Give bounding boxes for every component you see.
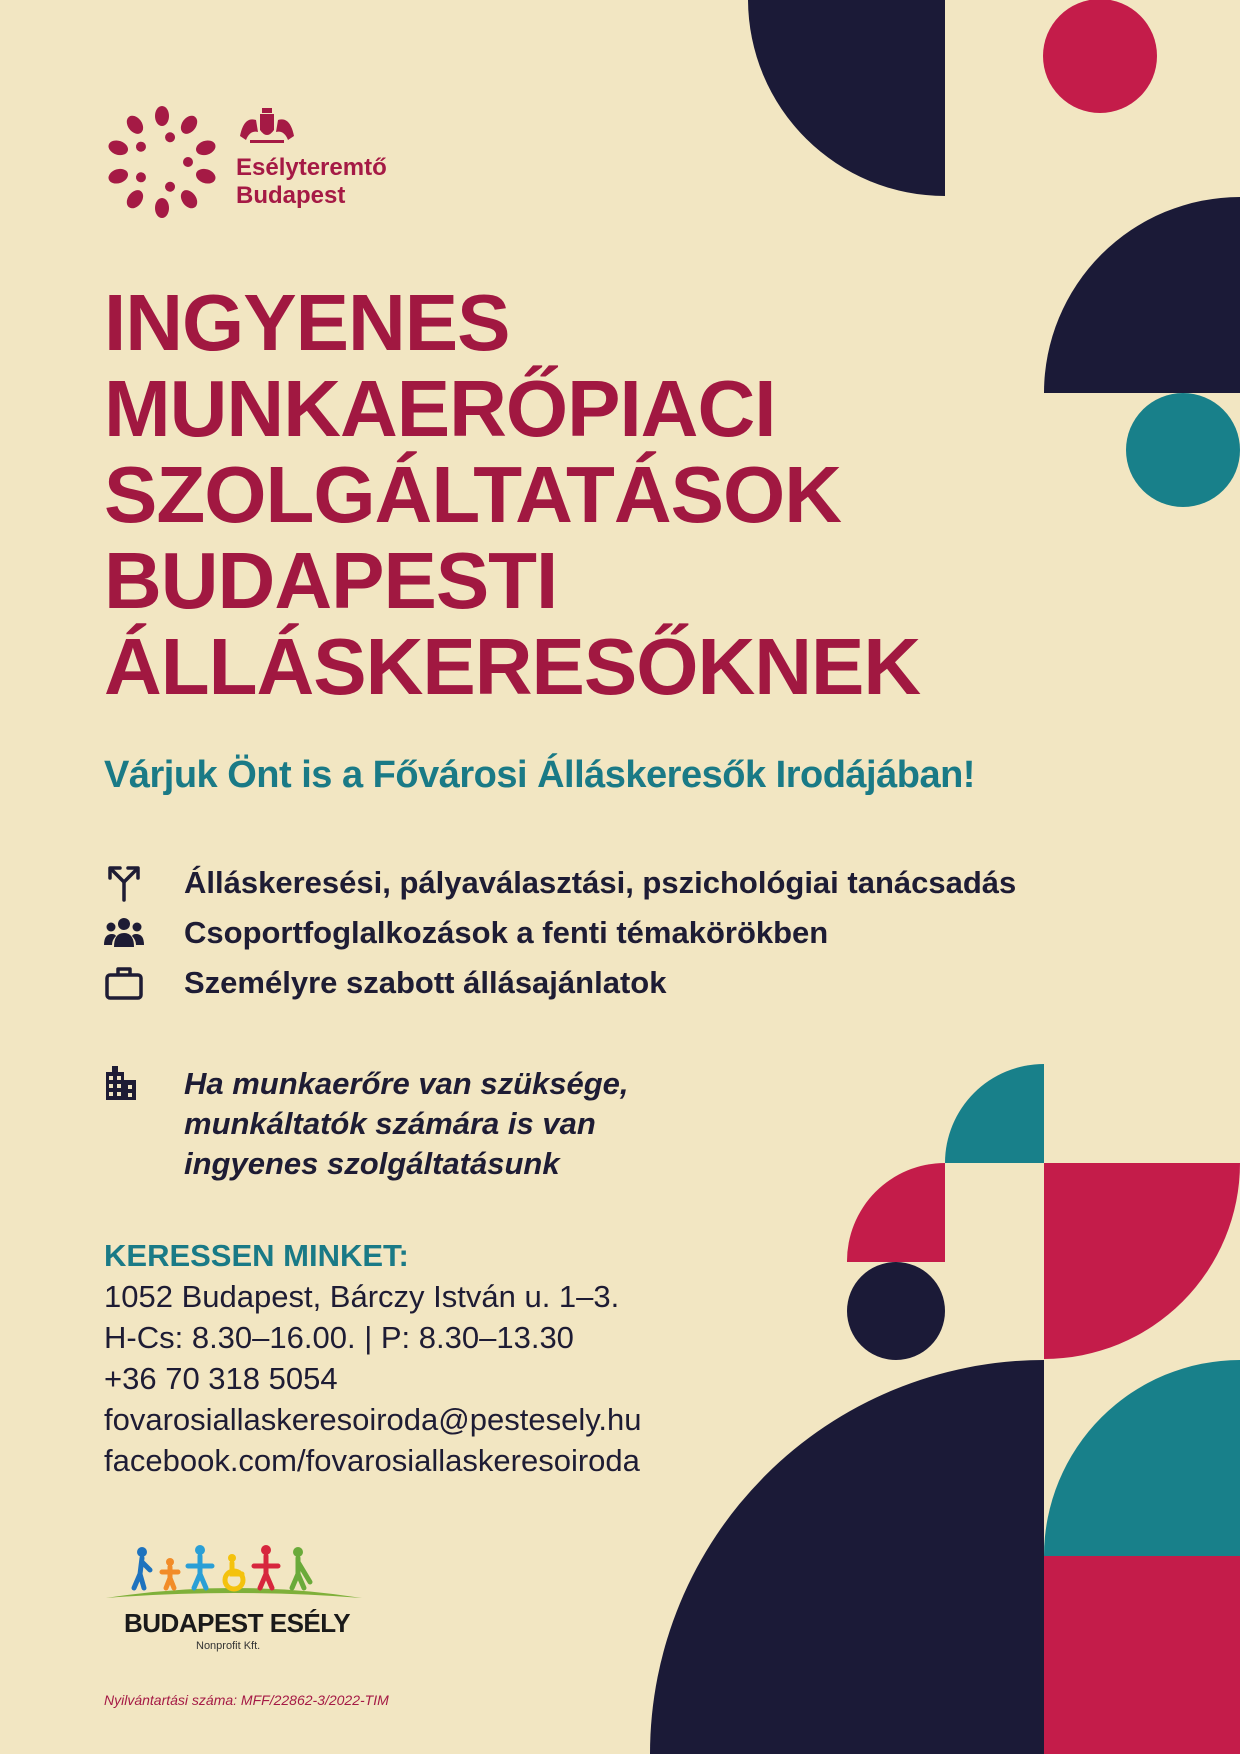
navy-quarter-top xyxy=(748,0,945,196)
employer-line-2: munkáltatók számára is van xyxy=(184,1106,596,1141)
building-icon xyxy=(104,1066,144,1106)
headline-line-5: ÁLLÁSKERESŐKNEK xyxy=(104,622,921,711)
teal-circle-right xyxy=(1126,393,1240,507)
service-item-groups xyxy=(104,908,1016,958)
contact-email[interactable]: fovarosiallaskeresoiroda@pestesely.hu xyxy=(104,1402,642,1437)
service-label-groups: Csoportfoglalkozások a fenti témakörökben xyxy=(184,915,829,950)
headline-line-2: MUNKAERŐPIACI xyxy=(104,364,776,453)
navy-half-right xyxy=(1044,197,1240,393)
teal-quarter-large xyxy=(1044,1360,1240,1556)
teal-quarter-1 xyxy=(945,1064,1044,1163)
contact-phone[interactable]: +36 70 318 5054 xyxy=(104,1361,338,1396)
services-list xyxy=(104,858,1016,1008)
headline-line-3: SZOLGÁLTATÁSOK xyxy=(104,450,842,539)
employer-note-text xyxy=(184,1064,629,1184)
service-label-offers: Személyre szabott állásajánlatok xyxy=(184,965,667,1000)
contact-title: KERESSEN MINKET: xyxy=(104,1238,409,1273)
people-chain-icon xyxy=(104,1540,364,1610)
bottom-logo-brand: BUDAPEST ESÉLY xyxy=(124,1608,351,1638)
service-label-counseling: Álláskeresési, pályaválasztási, pszichológiai tanácsadás xyxy=(184,865,1017,900)
brand-line-2: Budapest xyxy=(236,182,346,209)
contact-hours: H-Cs: 8.30–16.00. | P: 8.30–13.30 xyxy=(104,1320,574,1355)
headline-line-1: INGYENES xyxy=(104,278,510,367)
budapest-esely-logo xyxy=(104,1540,364,1652)
sunburst-logo-icon xyxy=(104,104,220,220)
red-quarter-large xyxy=(1044,1163,1240,1359)
page-title xyxy=(104,278,921,711)
briefcase-icon xyxy=(104,963,144,1003)
headline-line-4: BUDAPESTI xyxy=(104,536,558,625)
red-square-bottom xyxy=(1044,1556,1240,1754)
registration-number: Nyilvántartási száma: MFF/22862-3/2022-TIM xyxy=(104,1692,389,1708)
red-quarter-small xyxy=(847,1163,945,1262)
service-item-offers xyxy=(104,958,1016,1008)
contact-facebook[interactable]: facebook.com/fovarosiallaskeresoiroda xyxy=(104,1443,640,1478)
group-icon xyxy=(104,913,144,953)
navy-quarter-large xyxy=(650,1360,1044,1754)
service-item-counseling xyxy=(104,858,1016,908)
brand-logo-text xyxy=(236,154,387,210)
subheadline: Várjuk Önt is a Fővárosi Álláskeresők Irodájában! xyxy=(104,754,975,796)
brand-line-1: Esélyteremtő xyxy=(236,154,387,181)
bottom-logo-sub: Nonprofit Kft. xyxy=(196,1640,261,1652)
employer-line-1: Ha munkaerőre van szüksége, xyxy=(184,1066,629,1101)
coat-of-arms-icon xyxy=(236,106,298,146)
contact-address: 1052 Budapest, Bárczy István u. 1–3. xyxy=(104,1279,620,1314)
split-path-icon xyxy=(104,863,144,903)
contact-block xyxy=(104,1238,642,1481)
red-circle-top xyxy=(1043,0,1157,113)
employer-line-3: ingyenes szolgáltatásunk xyxy=(184,1146,560,1181)
navy-circle-small xyxy=(847,1262,945,1360)
employer-note xyxy=(104,1064,629,1184)
